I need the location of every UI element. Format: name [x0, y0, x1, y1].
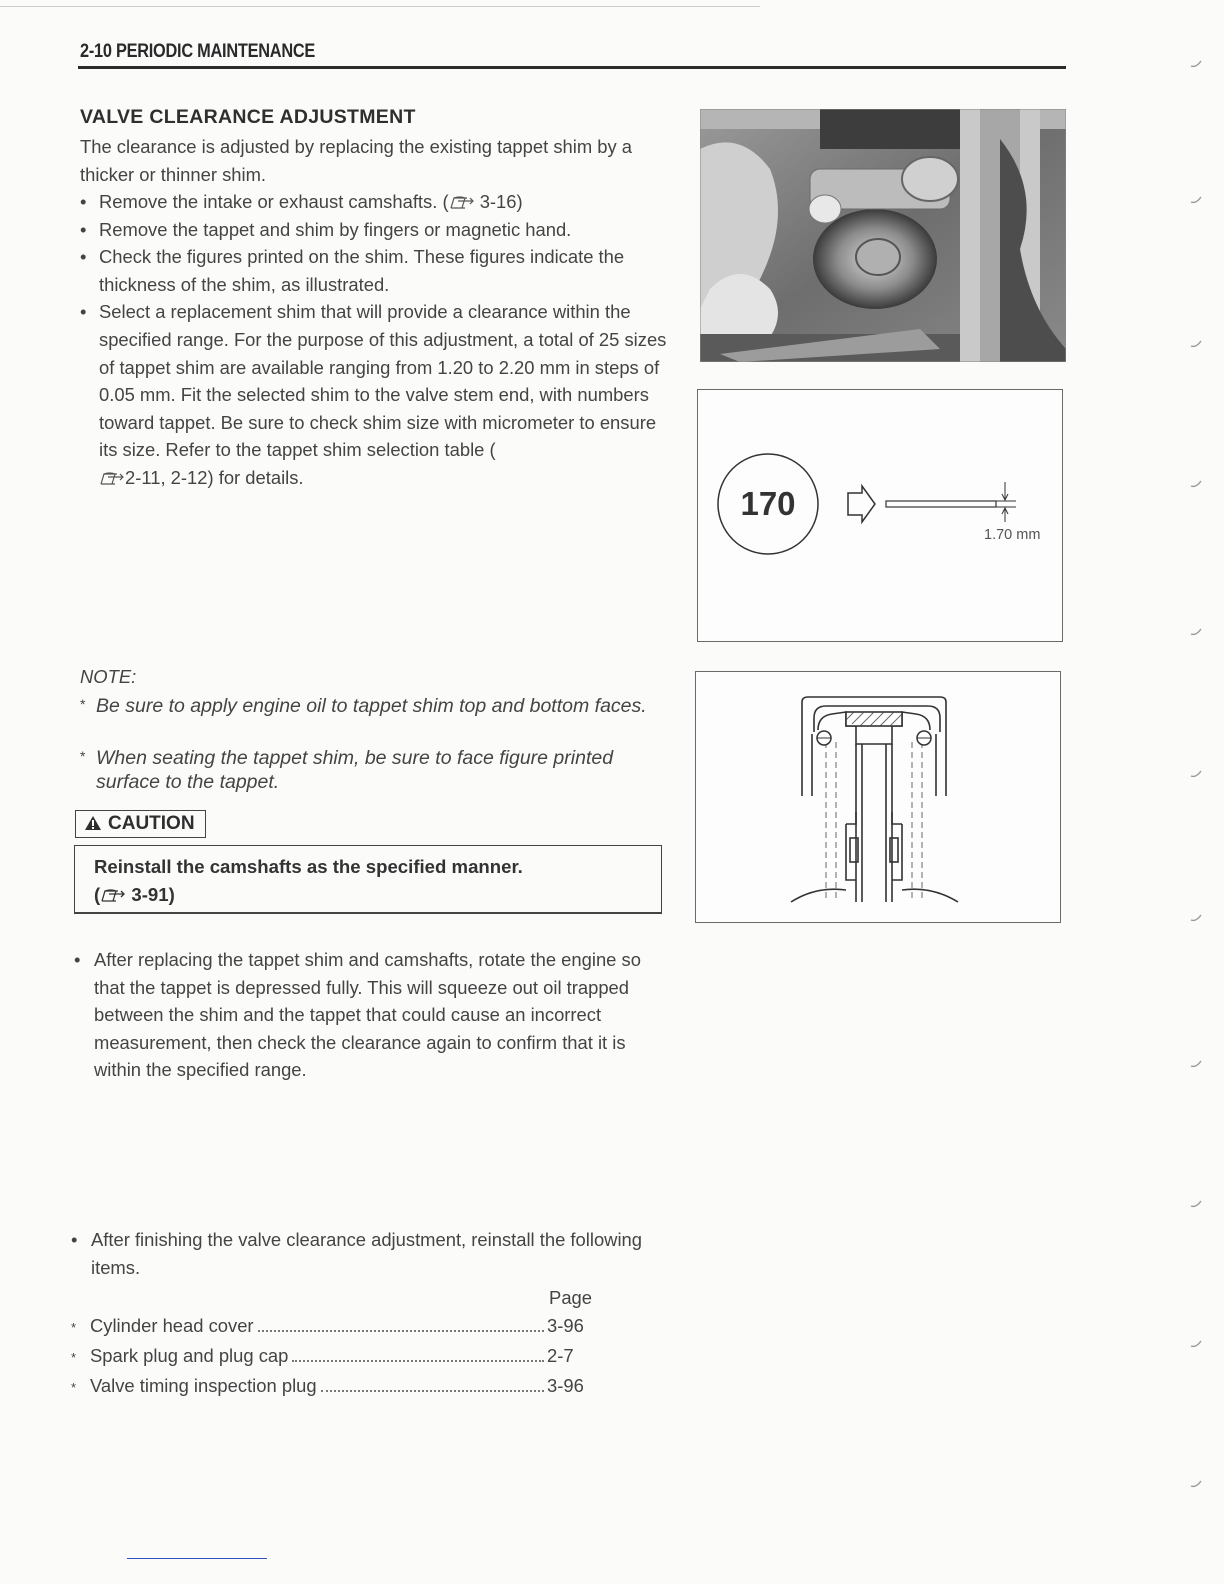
binder-hole-mark — [1190, 1200, 1202, 1208]
list-item: • Select a replacement shim that will provide a clearance within the specified range. For the purpose of this adjustment, a total of 25 sizes of tappet shim are available ranging from 1.20 to 2.20 mm in steps of 0.05 mm. Fit the selected shim to the valve stem end, with numbers toward tappet. Be sure to check shim size with micrometer to ensure its size. Refer to the tappet shim selection table (2-11, 2-12) for details. — [80, 298, 670, 491]
list-item: • Remove the intake or exhaust camshafts. ( 3-16) — [80, 188, 670, 216]
note-title: NOTE: — [80, 666, 137, 687]
tappet-removal-photo — [700, 109, 1066, 362]
binder-hole-mark — [1190, 480, 1202, 488]
section-title: VALVE CLEARANCE ADJUSTMENT — [80, 106, 416, 128]
valve-tappet-diagram — [695, 671, 1061, 923]
list-item: • After finishing the valve clearance adjustment, reinstall the following items. — [71, 1226, 661, 1281]
binder-hole-mark — [1190, 770, 1202, 778]
reference-book-icon — [449, 195, 475, 211]
bullet-dot: • — [74, 949, 81, 970]
binder-hole-mark — [1190, 196, 1202, 204]
warning-triangle-icon — [84, 815, 102, 831]
table-row: * Valve timing inspection plug 3-96 — [71, 1375, 584, 1396]
page-header: 2-10 PERIODIC MAINTENANCE — [80, 41, 316, 62]
shim-profile — [886, 501, 996, 507]
bullet-dot: • — [80, 191, 87, 212]
binder-hole-mark — [1190, 340, 1202, 348]
bullet-dot: • — [80, 218, 87, 240]
binder-hole-mark — [1190, 60, 1202, 68]
intro-paragraph: The clearance is adjusted by replacing the existing tappet shim by a thicker or thinner shim. — [80, 136, 633, 185]
shim-number: 170 — [740, 485, 796, 522]
reference-book-icon — [100, 888, 126, 904]
table-row: * Cylinder head cover 3-96 — [71, 1315, 584, 1336]
list-item: • Remove the tappet and shim by fingers or magnetic hand. — [80, 216, 670, 244]
page-column-header: Page — [549, 1287, 592, 1308]
cross-reference[interactable]: ( 3-91) — [94, 884, 175, 905]
list-item: • Check the figures printed on the shim. These figures indicate the thickness of the shim, as illustrated. — [80, 243, 670, 298]
cross-reference[interactable]: 2-11, 2-12) for details. — [99, 467, 304, 488]
cross-reference[interactable]: 3-16) — [449, 191, 523, 212]
note-star: * — [80, 696, 86, 712]
bullet-dot: • — [80, 301, 87, 323]
bullet-dot: • — [71, 1229, 78, 1250]
binder-hole-mark — [1190, 1060, 1202, 1068]
caution-label: CAUTION — [75, 810, 206, 838]
bullet-dot: • — [80, 246, 87, 268]
note-item: * When seating the tappet shim, be sure to face figure printed surface to the tappet. — [80, 746, 670, 794]
binder-hole-mark — [1190, 914, 1202, 922]
note-item: * Be sure to apply engine oil to tappet shim top and bottom faces. — [80, 694, 670, 718]
table-row: * Spark plug and plug cap 2-7 — [71, 1345, 574, 1366]
binder-hole-mark — [1190, 628, 1202, 636]
note-star: * — [80, 748, 86, 764]
header-rule — [78, 66, 1066, 69]
top-rule — [0, 6, 760, 7]
shim-thickness-figure — [697, 389, 1063, 642]
caution-text: Reinstall the camshafts as the specified manner. ( 3-91) — [94, 853, 523, 909]
arrow-icon — [848, 486, 875, 522]
binder-hole-mark — [1190, 1480, 1202, 1488]
footer-link-rule — [127, 1558, 267, 1559]
list-item: • After replacing the tappet shim and camshafts, rotate the engine so that the tappet is depressed fully. This will squeeze out oil trapped between the shim and the tappet that could cause an incorrect measurement, then check the clearance again to confirm that it is within the specified range. — [74, 946, 664, 1084]
shim-thickness-label: 1.70 mm — [984, 527, 1041, 543]
procedure-list — [80, 188, 670, 492]
reference-book-icon — [99, 471, 125, 487]
reinstall-items-table — [71, 1284, 595, 1402]
binder-hole-mark — [1190, 1340, 1202, 1348]
